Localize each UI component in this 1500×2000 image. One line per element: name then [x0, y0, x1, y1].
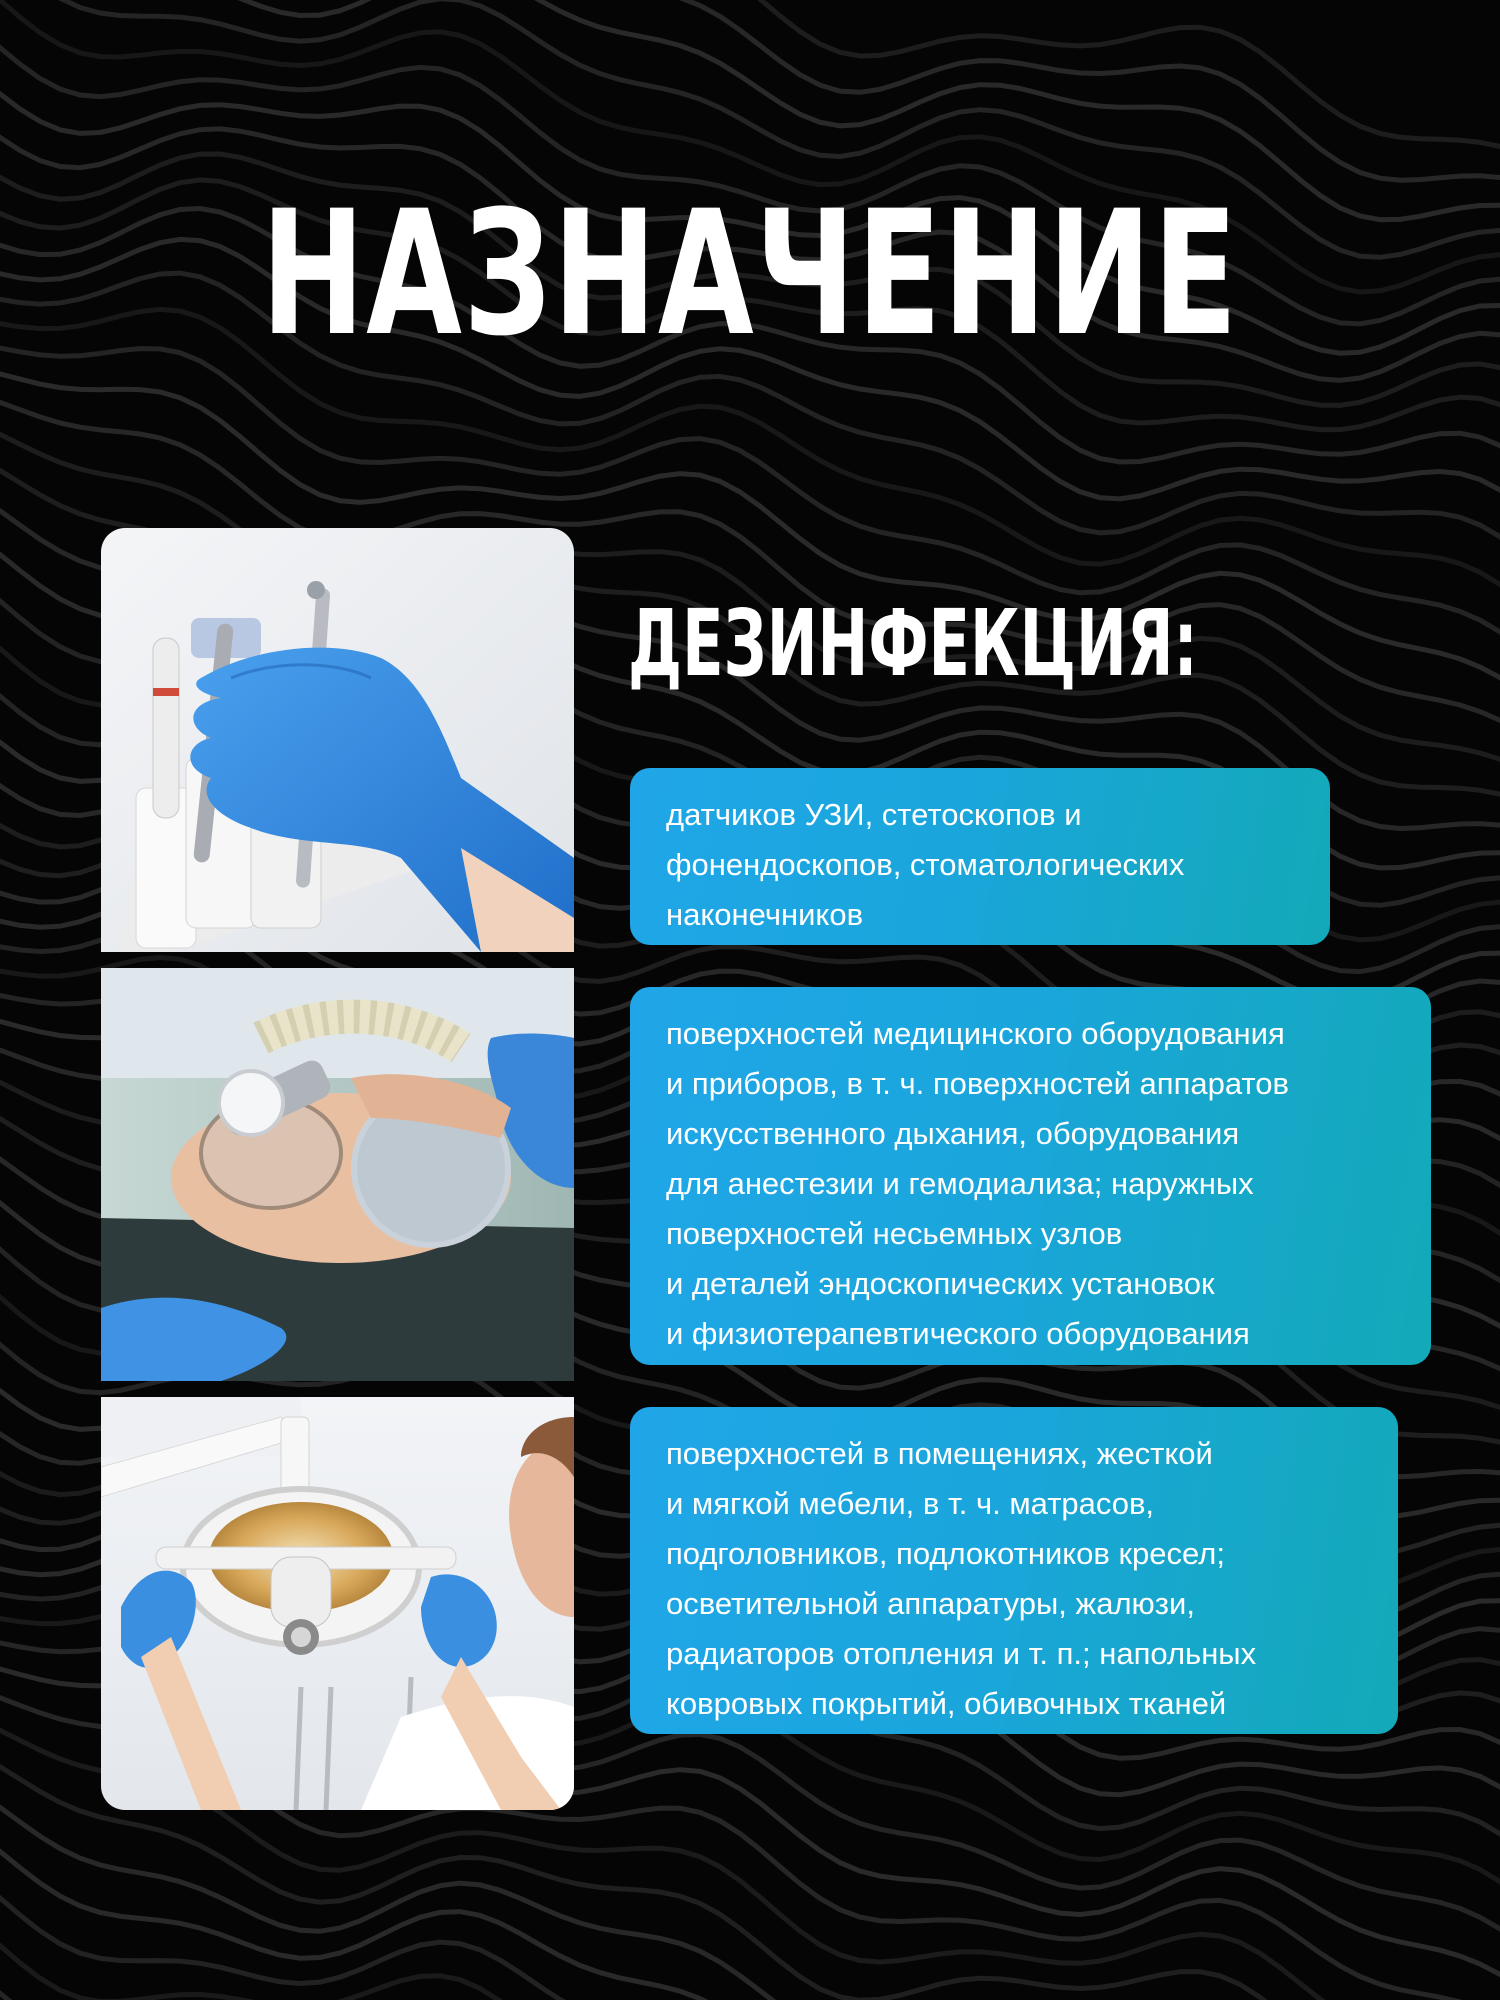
surgical-lamp-photo: [101, 1397, 574, 1810]
section-subtitle: ДЕЗИНФЕКЦИЯ:: [628, 590, 1198, 697]
item-card-room-surfaces: поверхностей в помещениях, жесткой и мягкой мебели, в т. ч. матрасов, подголовников, подлокотников кресел; осветительной аппаратуры, жалюзи, радиаторов отопления и т. п.; напольных ковровых покрытий, обивочных тканей: [630, 1407, 1398, 1734]
anesthesia-mask-photo: [101, 968, 574, 1381]
item-card-medical-equipment: поверхностей медицинского оборудования и приборов, в т. ч. поверхностей аппаратов искусственного дыхания, оборудования для анестезии и гемодиализа; наружных поверхностей несьемных узлов и деталей эндоскопических установок и физиотерапевтического оборудования: [630, 987, 1431, 1365]
dental-handpiece-photo: [101, 528, 574, 952]
item-card-ultrasound-sensors: датчиков УЗИ, стетоскопов и фонендоскопов, стоматологических наконечников: [630, 768, 1330, 945]
page-title: НАЗНАЧЕНИЕ: [261, 173, 1239, 374]
